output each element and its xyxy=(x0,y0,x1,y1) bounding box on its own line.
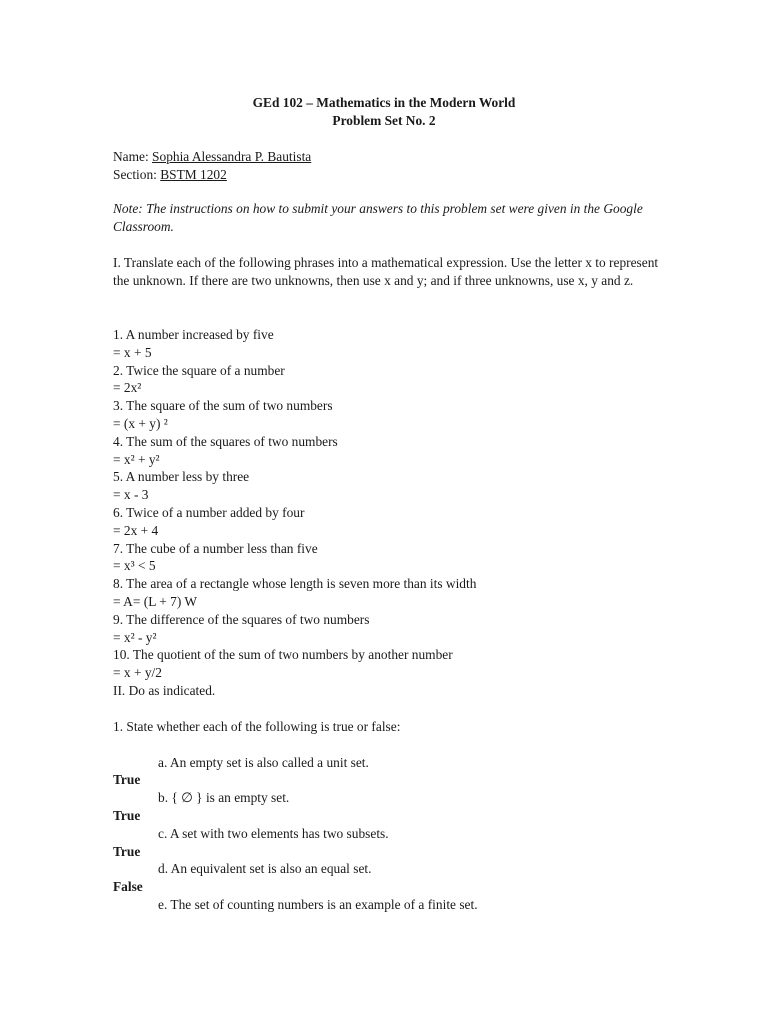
question-text: 8. The area of a rectangle whose length is seven more than its width xyxy=(113,576,477,592)
part1-instructions: I. Translate each of the following phrases into a mathematical expression. Use the letter x to represent the unknown. If there are two unknowns, then use x and y; and if three unknowns, use x, y and z. xyxy=(113,255,659,288)
question-text: 7. The cube of a number less than five xyxy=(113,540,318,556)
part2-question1: 1. State whether each of the following is true or false: xyxy=(113,719,401,734)
answer-text: = x + y/2 xyxy=(113,665,162,681)
section-label: Section: xyxy=(113,166,161,182)
list-item xyxy=(113,468,673,504)
question-text: 5. A number less by three xyxy=(113,469,250,485)
course-title: GEd 102 – Mathematics in the Modern World xyxy=(252,95,516,110)
section-value: BSTM 1202 xyxy=(160,166,227,182)
section-line xyxy=(113,166,311,184)
list-item xyxy=(113,397,673,433)
part2-section xyxy=(113,718,673,914)
answer-text: = x - 3 xyxy=(113,487,149,503)
submission-note: Note: The instructions on how to submit your answers to this problem set were given in the Google Classroom. xyxy=(113,201,643,234)
list-item xyxy=(113,326,673,362)
answer-text: = x² + y² xyxy=(113,451,160,467)
question-text: 10. The quotient of the sum of two numbers by another number xyxy=(113,647,453,663)
tf-question: a. An empty set is also called a unit set. xyxy=(158,754,369,770)
name-line xyxy=(113,148,311,166)
question-text: 2. Twice the square of a number xyxy=(113,362,285,378)
question-text: 9. The difference of the squares of two numbers xyxy=(113,611,370,627)
list-item xyxy=(113,575,673,611)
list-item xyxy=(113,362,673,398)
tf-answer: False xyxy=(113,879,143,895)
tf-answer: True xyxy=(113,772,141,788)
name-label: Name: xyxy=(113,149,153,164)
list-item xyxy=(113,504,673,540)
part2-heading: II. Do as indicated. xyxy=(113,682,216,698)
tf-question: e. The set of counting numbers is an example of a finite set. xyxy=(158,896,478,912)
answer-text: = x + 5 xyxy=(113,344,152,360)
question-text: 6. Twice of a number added by four xyxy=(113,504,305,520)
list-item xyxy=(113,646,673,682)
answer-text: = 2x + 4 xyxy=(113,522,159,538)
name-value: Sophia Alessandra P. Bautista xyxy=(152,149,312,164)
tf-answer: True xyxy=(113,807,141,823)
question-text: 3. The square of the sum of two numbers xyxy=(113,398,333,414)
answer-text: = A= (L + 7) W xyxy=(113,593,198,609)
answer-text: = (x + y) ² xyxy=(113,415,168,431)
answer-text: = x² - y² xyxy=(113,629,157,645)
spacer xyxy=(113,736,673,754)
list-item xyxy=(113,540,673,576)
question-text: 4. The sum of the squares of two numbers xyxy=(113,433,338,449)
tf-question: c. A set with two elements has two subsets. xyxy=(158,825,389,841)
part1-items xyxy=(113,326,673,700)
answer-text: = x³ < 5 xyxy=(113,558,156,574)
problem-set-title: Problem Set No. 2 xyxy=(332,113,436,128)
student-info xyxy=(113,148,311,184)
tf-question: b. { ∅ } is an empty set. xyxy=(158,790,290,806)
tf-answer: True xyxy=(113,843,141,859)
document-header xyxy=(0,94,768,130)
answer-text: = 2x² xyxy=(113,380,142,396)
tf-question: d. An equivalent set is also an equal set. xyxy=(158,861,372,877)
list-item xyxy=(113,611,673,647)
list-item xyxy=(113,433,673,469)
question-text: 1. A number increased by five xyxy=(113,327,274,342)
